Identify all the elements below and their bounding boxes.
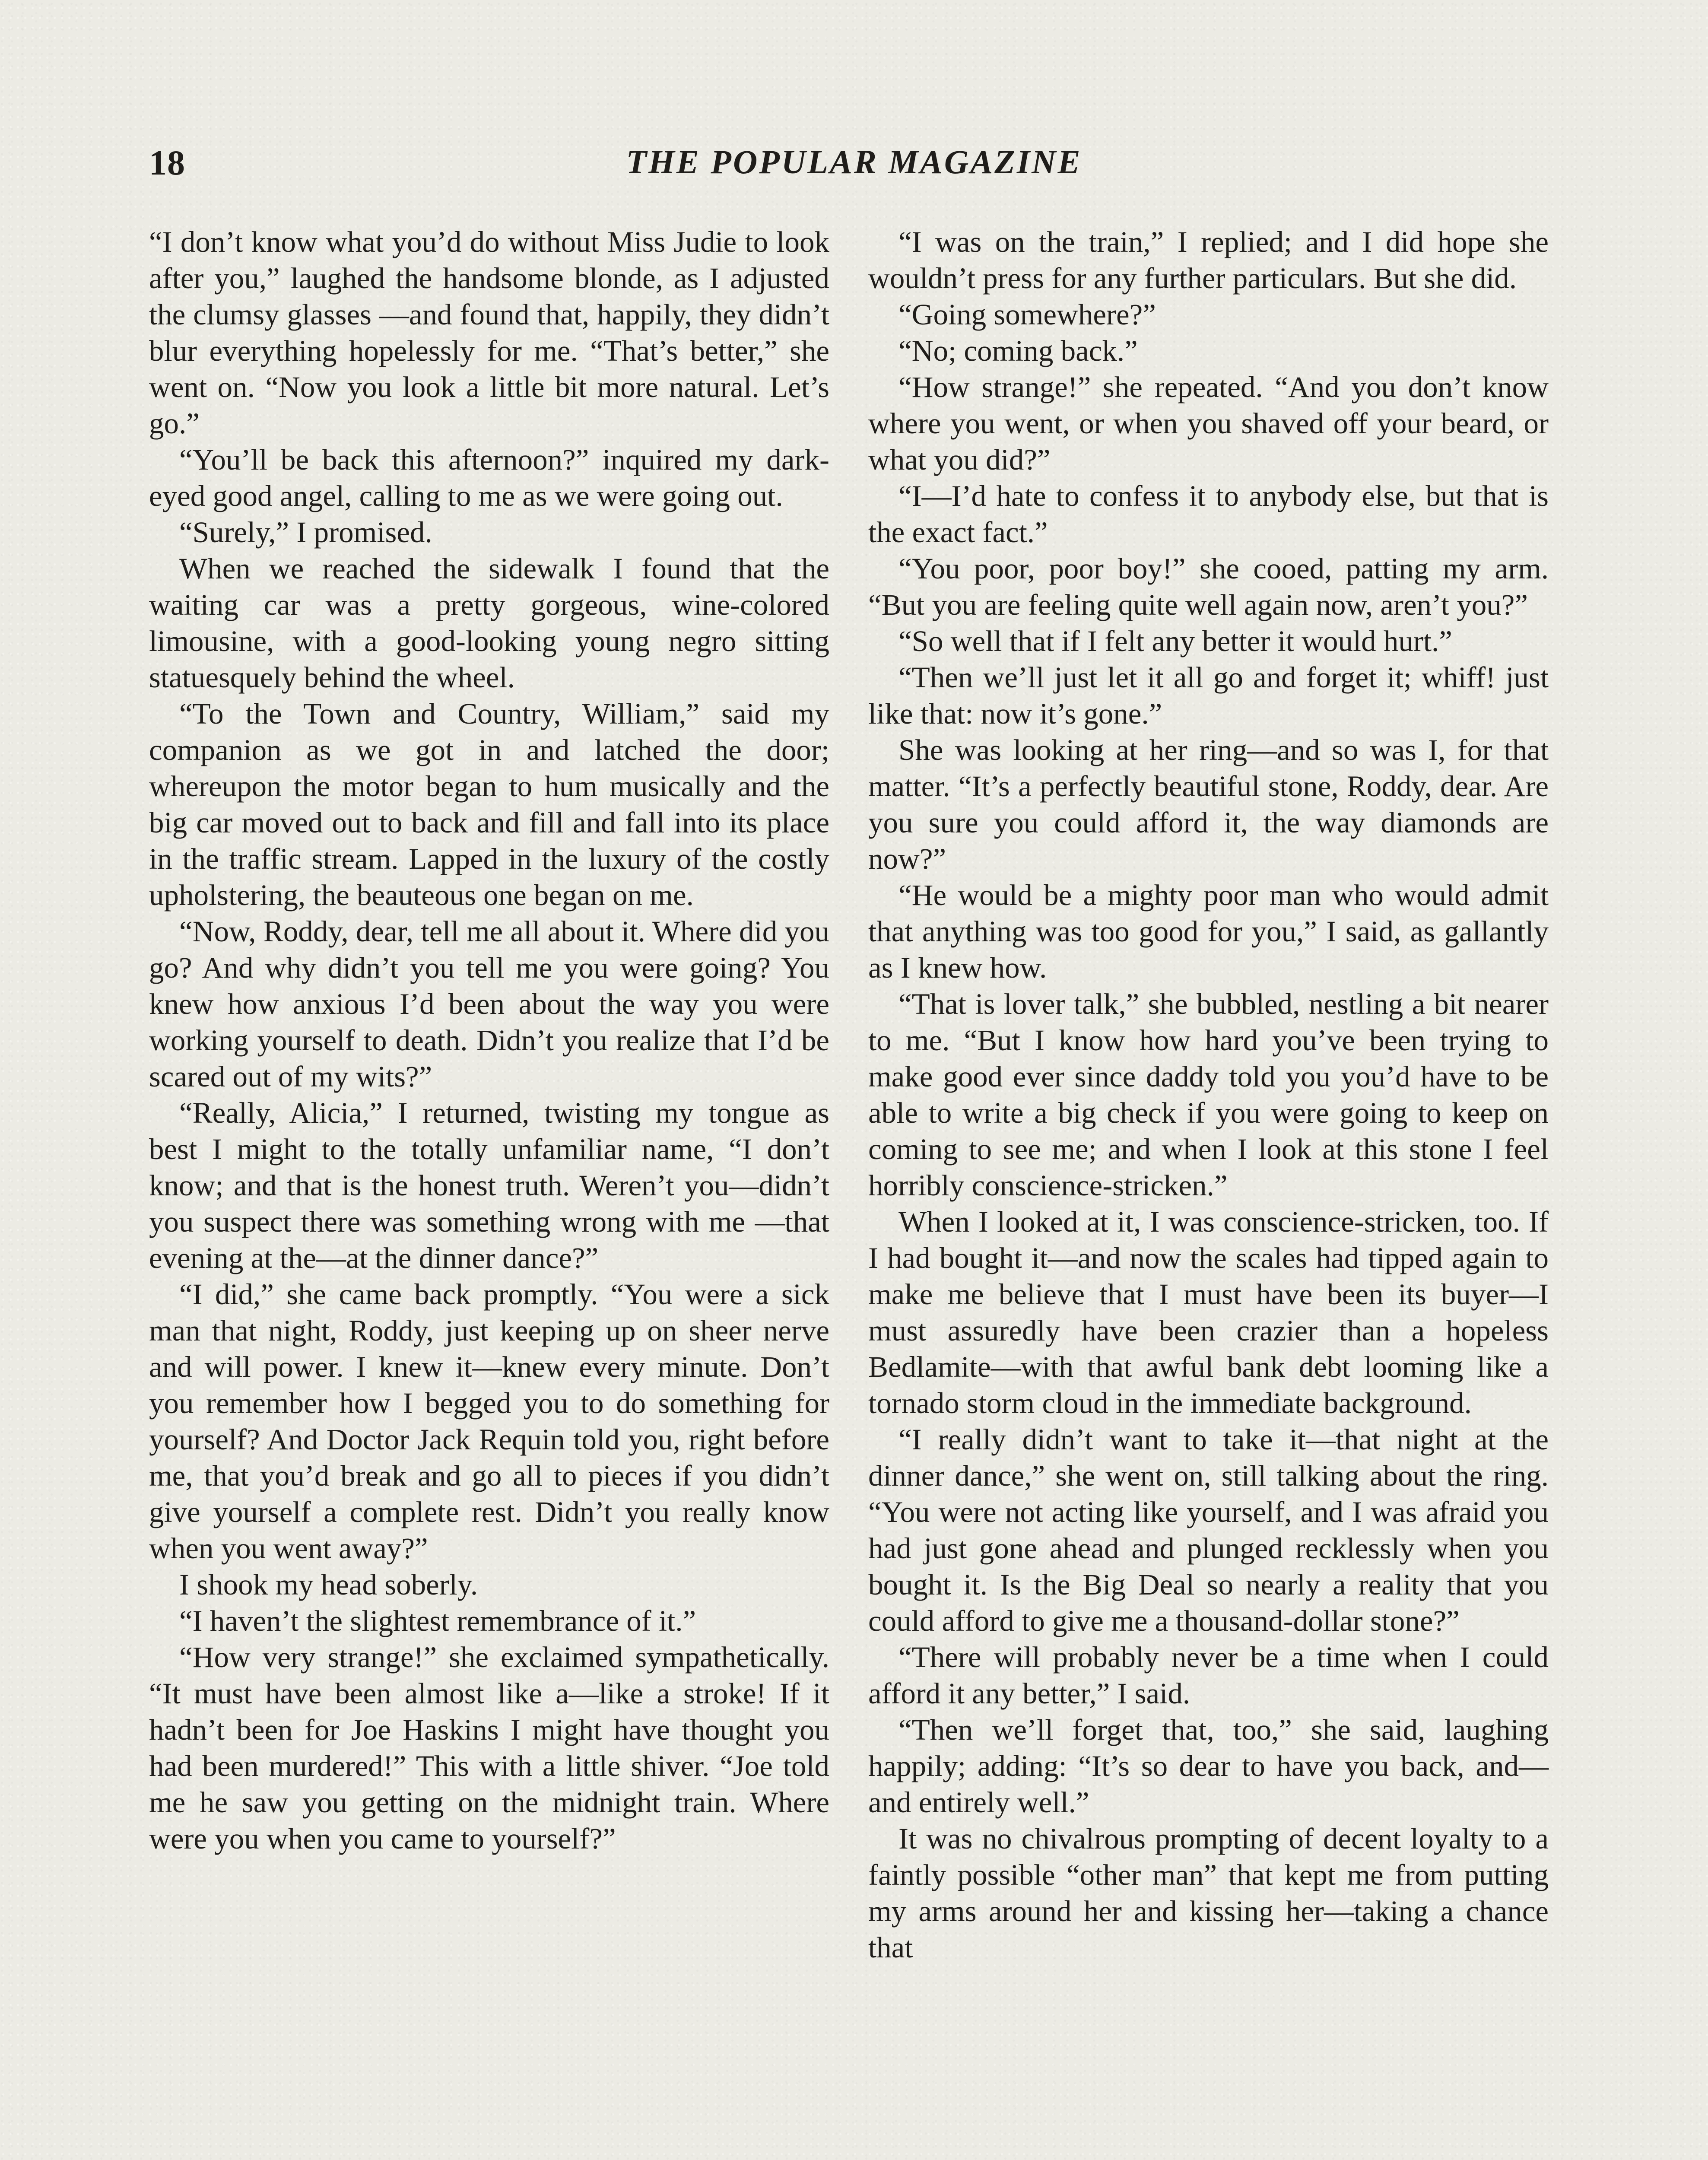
paragraph: When we reached the sidewalk I found that the waiting car was a pretty gorgeous, wine-colored limousine, with a good-looking young negro sitting statuesquely behind the wheel.: [149, 552, 829, 694]
paragraph: “How very strange!” she exclaimed sympathetically. “It must have been almost like a—like a stroke! If it hadn’t been for Joe Haskins I might have thought you had been murdered!” This with a little shiver. “Joe told me he saw you getting on the midnight train. Where were you when you came to yourself?”: [149, 1641, 829, 1855]
paragraph: “I don’t know what you’d do without Miss Judie to look after you,” laughed the handsome blonde, as I adjusted the clumsy glasses —and found that, happily, they didn’t blur everything hopelessly for me. “That’s better,” she went on. “Now you look a little bit more natural. Let’s go.”: [149, 226, 829, 440]
paragraph: “I really didn’t want to take it—that night at the dinner dance,” she went on, still talking about the ring. “You were not acting like yourself, and I was afraid you had just gone ahead and plunged recklessly when you bought it. Is the Big Deal so nearly a reality that you could afford to give me a thousand-dollar stone?”: [868, 1423, 1549, 1637]
text-column-right: [868, 224, 1549, 1966]
paragraph: “Going somewhere?”: [898, 298, 1156, 331]
paragraph: “Really, Alicia,” I returned, twisting my tongue as best I might to the totally unfamiliar name, “I don’t know; and that is the honest truth. Weren’t you—didn’t you suspect there was something wrong with me —that evening at the—at the dinner dance?”: [149, 1096, 829, 1274]
paragraph: “To the Town and Country, William,” said my companion as we got in and latched the door; whereupon the motor began to hum musically and the big car moved out to back and fill and fall into its place in the traffic stream. Lapped in the luxury of the costly upholstering, the beauteous one began on me.: [149, 697, 829, 912]
paragraph: “You’ll be back this afternoon?” inquired my dark-eyed good angel, calling to me as we were going out.: [149, 443, 829, 512]
paragraph: “So well that if I felt any better it would hurt.”: [898, 625, 1452, 658]
paragraph: “How strange!” she repeated. “And you don’t know where you went, or when you shaved off your beard, or what you did?”: [868, 371, 1549, 476]
running-head-title: THE POPULAR MAGAZINE: [626, 143, 1082, 181]
paragraph: “Then we’ll forget that, too,” she said, laughing happily; adding: “It’s so dear to have you back, and—and entirely well.”: [868, 1713, 1549, 1819]
paragraph: “Now, Roddy, dear, tell me all about it. Where did you go? And why didn’t you tell me you were going? You knew how anxious I’d been about the way you were working yourself to death. Didn’t you realize that I’d be scared out of my wits?”: [149, 915, 829, 1093]
paragraph: “You poor, poor boy!” she cooed, patting my arm. “But you are feeling quite well again now, aren’t you?”: [868, 552, 1549, 621]
paragraph: “I was on the train,” I replied; and I did hope she wouldn’t press for any further particulars. But she did.: [868, 226, 1549, 295]
paragraph: “There will probably never be a time when I could afford it any better,” I said.: [868, 1641, 1549, 1710]
paragraph: “That is lover talk,” she bubbled, nestling a bit nearer to me. “But I know how hard you’ve been trying to make good ever since daddy told you you’d have to be able to write a big check if you were going to keep on coming to see me; and when I look at this stone I feel horribly conscience-stricken.”: [868, 988, 1549, 1202]
paragraph: “Surely,” I promised.: [179, 516, 432, 549]
text-column-left: [149, 224, 829, 1857]
paragraph: “I—I’d hate to confess it to anybody else, but that is the exact fact.”: [868, 480, 1549, 549]
paragraph: It was no chivalrous prompting of decent loyalty to a faintly possible “other man” that kept me from putting my arms around her and kissing her—taking a chance that: [868, 1822, 1549, 1964]
page-number: 18: [149, 143, 185, 182]
paragraph: “No; coming back.”: [898, 334, 1138, 367]
paragraph: “I haven’t the slightest remembrance of it.”: [179, 1604, 696, 1637]
paragraph: She was looking at her ring—and so was I, for that matter. “It’s a perfectly beautiful stone, Roddy, dear. Are you sure you could afford it, the way diamonds are now?”: [868, 734, 1549, 875]
paragraph: “Then we’ll just let it all go and forget it; whiff! just like that: now it’s gone.”: [868, 661, 1549, 730]
paragraph: When I looked at it, I was conscience-stricken, too. If I had bought it—and now the scales had tipped again to make me believe that I must have been its buyer—I must assuredly have been crazier than a hopeless Bedlamite—with that awful bank debt looming like a tornado storm cloud in the immediate background.: [868, 1205, 1549, 1420]
paragraph: “He would be a mighty poor man who would admit that anything was too good for you,” I said, as gallantly as I knew how.: [868, 879, 1549, 984]
paragraph: “I did,” she came back promptly. “You were a sick man that night, Roddy, just keeping up on sheer nerve and will power. I knew it—knew every minute. Don’t you remember how I begged you to do something for yourself? And Doctor Jack Requin told you, right before me, that you’d break and go all to pieces if you didn’t give yourself a complete rest. Didn’t you really know when you went away?”: [149, 1278, 829, 1565]
paragraph: I shook my head soberly.: [179, 1568, 478, 1601]
